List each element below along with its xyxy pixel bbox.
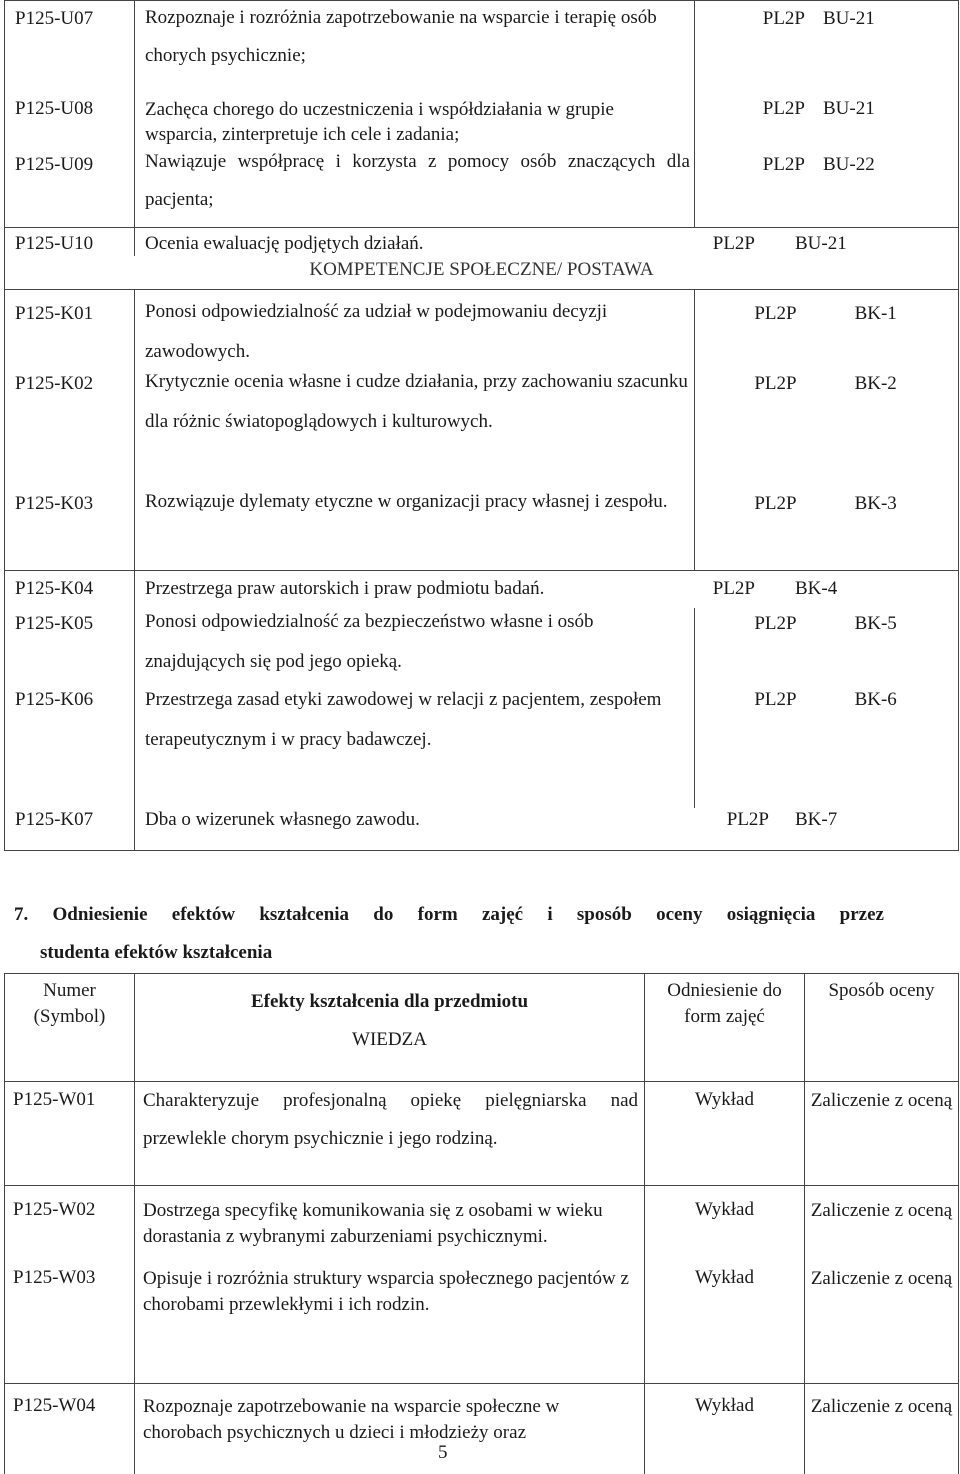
outcome-text: Ponosi odpowiedzialność za bezpieczeństwo własne i osób znajdujących się pod jego opieką. — [145, 611, 594, 672]
outcome-code: P125-K07 — [5, 808, 135, 850]
heading-word: przez — [839, 904, 884, 925]
outcome-text: Krytycznie ocenia własne i cudze działania, przy zachowaniu szacunku dla różnic światopoglądowych i kulturowych. — [145, 371, 688, 432]
table-row — [5, 372, 959, 492]
table-row — [5, 808, 959, 850]
outcome-ref: BK-7 — [795, 809, 838, 830]
outcome-form: PL2P — [754, 373, 797, 394]
effect-code: P125-W02 — [5, 1186, 135, 1266]
heading-word: kształcenia — [259, 904, 350, 925]
outcome-ref: BK-5 — [854, 613, 897, 634]
effects-table — [4, 973, 959, 1474]
table-row — [5, 1384, 959, 1474]
section-header: KOMPETENCJE SPOŁECZNE/ POSTAWA — [5, 256, 959, 290]
column-header-effects — [135, 974, 645, 1082]
outcome-code: P125-K04 — [5, 570, 135, 608]
outcome-ref: BU-21 — [823, 8, 875, 29]
effect-method: Zaliczenie z oceną — [805, 1266, 959, 1384]
outcome-form: PL2P — [712, 577, 755, 599]
effect-form: Wykład — [645, 1266, 805, 1384]
outcome-code: P125-K02 — [5, 372, 135, 492]
outcome-code: P125-K01 — [5, 290, 135, 373]
section-7-heading — [14, 896, 884, 972]
effect-text: Rozpoznaje zapotrzebowanie na wsparcie społeczne w chorobach psychicznych u dzieci i młodzieży oraz — [135, 1384, 645, 1474]
effect-code: P125-W03 — [5, 1266, 135, 1384]
effect-code: P125-W04 — [5, 1384, 135, 1474]
effect-form: Wykład — [645, 1384, 805, 1474]
effect-text: Opisuje i rozróżnia struktury wsparcia społecznego pacjentów z chorobami przewlekłymi i ich rodzin. — [135, 1266, 645, 1384]
effect-text: Dostrzega specyfikę komunikowania się z osobami w wieku dorastania z wybranymi zaburzeniami psychicznymi. — [135, 1186, 645, 1266]
outcome-ref: BK-6 — [854, 689, 897, 710]
section-number: 7. — [14, 904, 29, 925]
outcome-form: PL2P — [762, 98, 805, 119]
table-header-row — [5, 974, 959, 1082]
outcome-code: P125-K03 — [5, 492, 135, 570]
outcome-form: PL2P — [726, 809, 769, 830]
outcomes-table — [4, 0, 959, 851]
table-row — [5, 75, 959, 147]
heading-word: form — [417, 904, 458, 925]
column-header-forms: Odniesienie do form zajęć — [645, 974, 805, 1082]
outcome-text: Przestrzega zasad etyki zawodowej w relacji z pacjentem, zespołem terapeutycznym i w pracy badawczej. — [145, 689, 662, 750]
heading-word: oceny — [656, 904, 703, 925]
effect-code: P125-W01 — [5, 1082, 135, 1186]
outcome-form: PL2P — [754, 303, 797, 324]
outcome-text: Ponosi odpowiedzialność za udział w podejmowaniu decyzji zawodowych. — [145, 301, 608, 362]
effect-form: Wykład — [645, 1082, 805, 1186]
table-row — [5, 608, 959, 688]
outcome-code: P125-K05 — [5, 608, 135, 688]
table-row — [5, 492, 959, 570]
outcome-text: Rozwiązuje dylematy etyczne w organizacji pracy własnej i zespołu. — [145, 491, 668, 512]
column-header-method: Sposób oceny — [805, 974, 959, 1082]
outcome-text: Przestrzega praw autorskich i praw podmiotu badań. — [145, 577, 545, 599]
effect-method: Zaliczenie z oceną — [805, 1082, 959, 1186]
table-row — [5, 1, 959, 76]
effect-form: Wykład — [645, 1186, 805, 1266]
table-row — [5, 147, 959, 227]
table-row — [5, 688, 959, 808]
outcome-ref: BU-22 — [823, 154, 875, 175]
outcome-ref: BU-21 — [823, 98, 875, 119]
outcome-ref: BU-21 — [795, 232, 847, 254]
heading-word: Odniesienie — [52, 904, 148, 925]
table-row — [5, 290, 959, 373]
outcome-ref: BK-2 — [854, 373, 897, 394]
outcome-code: P125-U07 — [5, 1, 135, 76]
outcome-ref: BK-4 — [795, 577, 838, 599]
outcome-form: PL2P — [754, 493, 797, 514]
outcome-text: Zachęca chorego do uczestniczenia i współdziałania w grupie wsparcia, zinterpretuje ich cele i zadania; — [145, 99, 614, 145]
outcome-code: P125-U08 — [5, 75, 135, 147]
outcome-ref: BK-3 — [854, 493, 897, 514]
outcome-code: P125-U10 — [5, 227, 135, 256]
effect-method: Zaliczenie z oceną — [805, 1186, 959, 1266]
heading-word: sposób — [576, 904, 632, 925]
outcome-code: P125-U09 — [5, 147, 135, 227]
outcome-ref: BK-1 — [854, 303, 897, 324]
section-7-title-line1 — [14, 896, 884, 934]
heading-word: do — [373, 904, 394, 925]
effects-header-label: Efekty kształcenia dla przedmiotu — [250, 991, 529, 1012]
section-7-title-line2: studenta efektów kształcenia — [40, 942, 273, 963]
outcome-form: PL2P — [754, 689, 797, 710]
outcome-form: PL2P — [762, 8, 805, 29]
table-row — [5, 1266, 959, 1384]
page-number: 5 — [438, 1442, 448, 1463]
heading-word: i — [547, 904, 553, 925]
heading-word: efektów — [171, 904, 236, 925]
table-row — [5, 1186, 959, 1266]
outcome-code: P125-K06 — [5, 688, 135, 808]
effect-method: Zaliczenie z oceną — [805, 1384, 959, 1474]
outcome-text: Dba o wizerunek własnego zawodu. — [145, 809, 420, 830]
effect-text: Charakteryzuje profesjonalną opiekę pielęgniarska nad przewlekle chorym psychicznie i jego rodziną. — [135, 1082, 645, 1186]
outcome-text: Nawiązuje współpracę i korzysta z pomocy osób znaczących dla pacjenta; — [145, 151, 690, 210]
outcome-form: PL2P — [762, 154, 805, 175]
heading-word: osiągnięcia — [726, 904, 816, 925]
category-label: WIEDZA — [352, 1029, 427, 1050]
outcome-form: PL2P — [712, 232, 755, 254]
column-header-number: Numer (Symbol) — [5, 974, 135, 1082]
table-row — [5, 1082, 959, 1186]
outcome-form: PL2P — [754, 613, 797, 634]
table-row — [5, 227, 959, 256]
outcome-text: Ocenia ewaluację podjętych działań. — [145, 232, 424, 254]
outcome-text: Rozpoznaje i rozróżnia zapotrzebowanie na wsparcie i terapię osób chorych psychicznie; — [145, 7, 657, 66]
heading-word: zajęć — [481, 904, 524, 925]
